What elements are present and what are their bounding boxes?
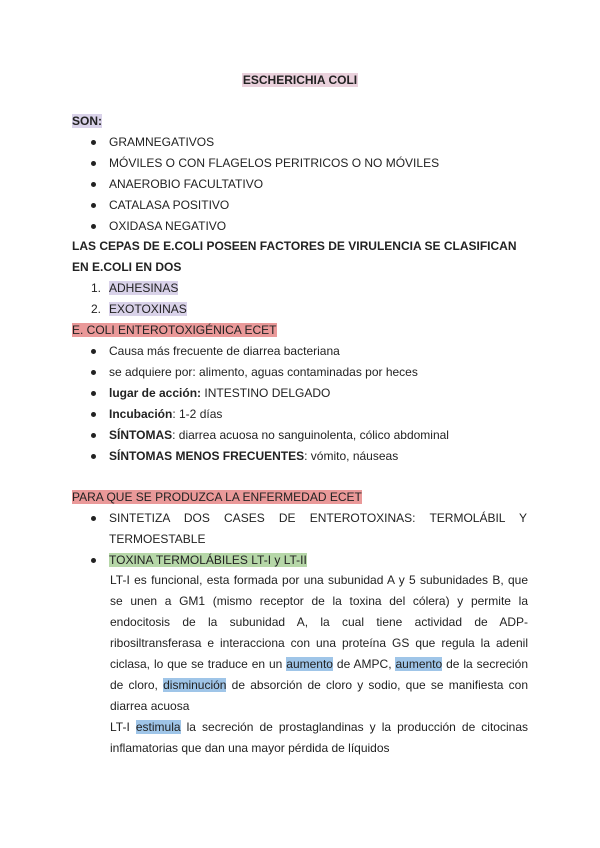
list-item: ANAEROBIO FACULTATIVO	[109, 177, 264, 191]
disease-heading: PARA QUE SE PRODUZCA LA ENFERMEDAD ECET	[72, 490, 362, 504]
list-item: Incubación: 1-2 días	[109, 407, 223, 421]
list-item: SÍNTOMAS: diarrea acuosa no sanguinolenta, cólico abdominal	[109, 428, 449, 442]
list-item	[109, 510, 527, 526]
list-item: 2. EXOTOXINAS	[91, 302, 187, 316]
lt1-paragraph-1: LT-I es funcional, esta formada por una subunidad A y 5 subunidades B, que se unen a GM1 (mismo receptor de la toxina del cólera) y permite la endocitosis de la subunidad A, la cual tiene actividad de ADP-ribosiltransferasa e interacciona con una proteína GS que regula la adenil ciclasa, lo que se traduce en un aumento de AMPC, aumento de la secreción de cloro, disminución de absorción de cloro y sodio, que se manifiesta con diarrea acuosa	[110, 573, 529, 713]
ecet-heading: E. COLI ENTEROTOXIGÉNICA ECET	[72, 323, 277, 337]
virulence-line-1: LAS CEPAS DE E.COLI POSEEN FACTORES DE VIRULENCIA SE CLASIFICAN	[72, 239, 517, 253]
list-item: TOXINA TERMOLÁBILES LT-I y LT-II	[109, 553, 307, 567]
virulence-line-2: EN E.COLI EN DOS	[72, 260, 182, 274]
list-item: se adquiere por: alimento, aguas contaminadas por heces	[109, 365, 418, 379]
list-item: MÓVILES O CON FLAGELOS PERITRICOS O NO MÓVILES	[109, 156, 440, 170]
list-item: CATALASA POSITIVO	[109, 198, 230, 212]
list-item: lugar de acción: INTESTINO DELGADO	[109, 386, 331, 400]
list-item: OXIDASA NEGATIVO	[109, 219, 227, 233]
enterotoxins-line-1: SINTETIZA DOS CASES DE ENTEROTOXINAS: TERMOLÁBIL Y	[109, 511, 527, 525]
lt1-paragraph-2: LT-I estimula la secreción de prostaglandinas y la producción de citocinas inflamatorias que dan una mayor pérdida de líquidos	[110, 720, 528, 755]
list-item: SÍNTOMAS MENOS FRECUENTES: vómito, náuseas	[109, 449, 399, 463]
list-item: 1. ADHESINAS	[91, 281, 179, 295]
enterotoxins-line-2: TERMOESTABLE	[109, 532, 206, 546]
list-item: GRAMNEGATIVOS	[109, 135, 215, 149]
list-item: Causa más frecuente de diarrea bacteriana	[109, 344, 340, 358]
document-title: ESCHERICHIA COLI	[242, 73, 358, 87]
lt1-paragraph	[110, 570, 528, 759]
son-heading: SON:	[72, 114, 102, 128]
